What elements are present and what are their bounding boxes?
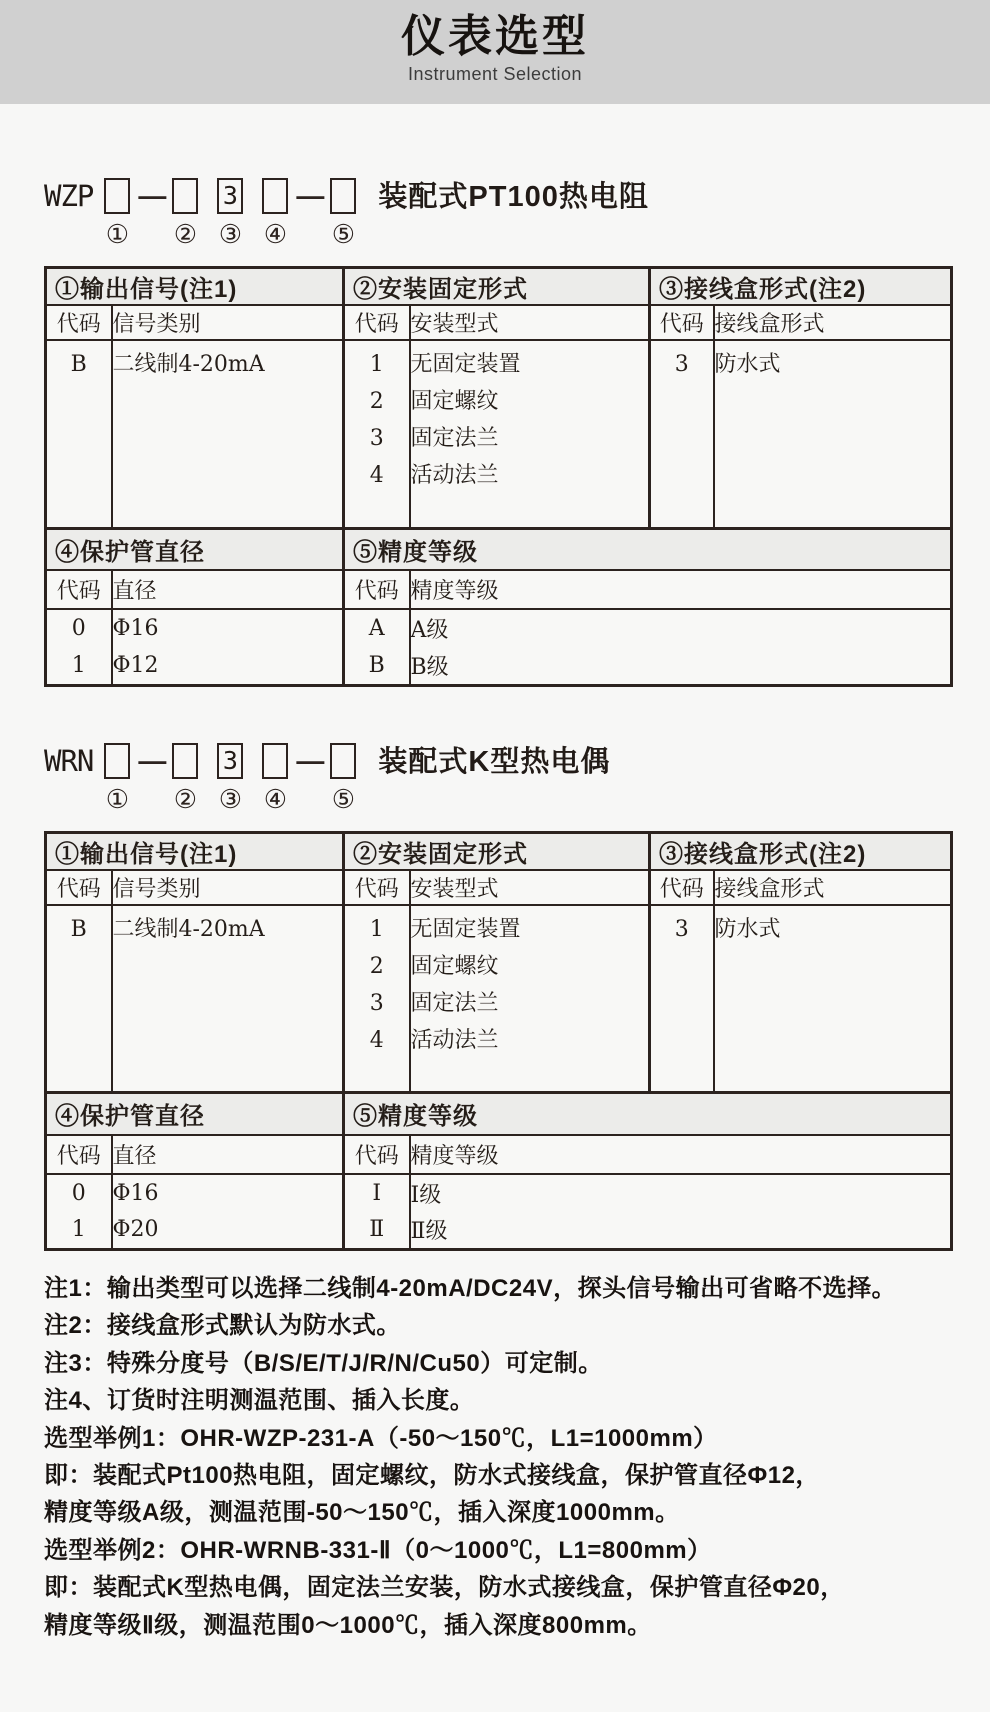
note-line-example2-detail2: 精度等级Ⅱ级，测温范围0～1000℃，插入深度800mm。 [44,1611,652,1639]
column-header-signal-type: 信号类别 [112,870,344,905]
diameter-value: Φ12 [112,647,344,685]
group-header-junction-box: ③接线盒形式(注2) [650,832,952,870]
group-header-tube-diameter: ④保护管直径 [46,528,344,570]
column-header-code: 代码 [46,570,112,609]
note-line-2: 注2：接线盒形式默认为防水式。 [44,1312,401,1340]
junction-value-cell: 防水式 [714,340,952,528]
circled-number-5: ⑤ [331,220,356,250]
wrn-selection-table [44,831,953,1252]
diameter-code: 1 [71,1217,86,1243]
mount-code: 2 [369,389,384,414]
accuracy-value: Ⅱ级 [410,1212,952,1250]
column-header-code: 代码 [46,1135,112,1174]
model-slot-5 [330,743,356,815]
model-prefix-wrn: WRN [44,743,94,778]
mount-value: 固定法兰 [410,426,499,451]
note-line-1: 注1：输出类型可以选择二线制4-20mA/DC24V，探头信号输出可省略不选择。 [44,1275,897,1302]
mount-values-cell [410,905,650,1093]
group-header-mounting: ②安装固定形式 [344,832,650,870]
column-header-junction-type: 接线盒形式 [714,305,952,340]
signal-code-cell: B [70,916,87,942]
diameter-value: Φ16 [112,609,344,647]
column-header-signal-type: 信号类别 [112,305,344,340]
code-box-3-fixed: 3 [217,743,243,779]
wzp-model-line [44,178,990,250]
code-box-4 [262,743,288,779]
junction-value-cell: 防水式 [714,905,952,1093]
model-description-wzp: 装配式PT100热电阻 [378,181,649,213]
group-header-tube-diameter: ④保护管直径 [46,1093,344,1135]
mount-code: 3 [369,426,384,451]
accuracy-code: B [344,647,410,685]
mount-code: 1 [369,916,384,942]
note-line-example2: 选型举例2：OHR-WRNB-331-Ⅱ（0～1000℃，L1=800mm） [44,1536,712,1564]
code-box-1 [104,178,130,214]
mount-codes-cell [344,905,410,1093]
dash-separator: — [296,180,323,211]
signal-value-cell: 二线制4-20mA [112,905,344,1093]
junction-code-cell: 3 [650,905,714,1093]
mount-value: 固定法兰 [410,990,499,1016]
note-line-example1: 选型举例1：OHR-WZP-231-A（-50～150℃，L1=1000mm） [44,1424,718,1452]
accuracy-value: A级 [410,609,952,647]
diameter-value: Φ16 [112,1174,344,1212]
mount-values-cell [410,340,650,528]
mount-code: 4 [369,463,384,488]
column-header-mount-type: 安装型式 [410,305,650,340]
accuracy-code: Ⅰ [344,1174,410,1212]
dash-separator: — [138,744,165,776]
group-header-output-signal: ①输出信号(注1) [46,832,344,870]
column-header-mount-type: 安装型式 [410,870,650,905]
mount-value: 无固定装置 [410,352,521,377]
column-header-code: 代码 [650,305,714,340]
wzp-selection-table [44,266,953,687]
circled-number-5: ⑤ [331,784,356,815]
circled-number-1: ① [105,220,130,250]
wrn-model-line [44,743,990,815]
diameter-code: 0 [71,616,86,641]
model-slot-1 [104,743,130,815]
group-header-junction-box: ③接线盒形式(注2) [650,268,952,306]
model-slot-1 [104,178,130,250]
code-box-2 [172,743,198,779]
diameter-value: Φ20 [112,1212,344,1250]
mount-value: 活动法兰 [410,1027,499,1053]
column-header-diameter: 直径 [112,570,344,609]
column-header-accuracy: 精度等级 [410,570,952,609]
column-header-code: 代码 [46,870,112,905]
mount-code: 4 [369,1027,384,1053]
dash-separator: — [296,744,323,776]
model-slot-5 [330,178,356,250]
model-prefix-wzp: WZP [44,179,94,213]
model-description-wrn: 装配式K型热电偶 [378,745,611,778]
note-line-example2-detail: 即：装配式K型热电偶，固定法兰安装，防水式接线盒，保护管直径Φ20， [44,1574,845,1602]
mount-value: 活动法兰 [410,463,499,488]
accuracy-value: B级 [410,647,952,685]
page-title: 仪表选型 [401,12,589,61]
signal-code-cell: B [70,352,87,377]
group-header-output-signal: ①输出信号(注1) [46,268,344,306]
circled-number-2: ② [173,220,198,250]
dash-separator: — [138,180,165,211]
model-slot-4 [262,743,288,815]
mount-code: 1 [369,352,384,377]
model-slot-4 [262,178,288,250]
accuracy-code: A [344,609,410,647]
column-header-diameter: 直径 [112,1135,344,1174]
circled-number-2: ② [173,784,198,815]
model-slot-3 [217,178,243,250]
mount-value: 无固定装置 [410,916,521,942]
code-box-5 [330,743,356,779]
circled-number-4: ④ [263,220,288,250]
title-banner [0,0,990,104]
code-box-1 [104,743,130,779]
mount-value: 固定螺纹 [410,389,499,414]
circled-number-4: ④ [263,784,288,815]
column-header-code: 代码 [650,870,714,905]
code-box-2 [172,178,198,214]
mount-codes-cell [344,340,410,528]
signal-value-cell: 二线制4-20mA [112,340,344,528]
page-subtitle: Instrument Selection [407,64,583,84]
diameter-code: 0 [71,1180,86,1206]
note-line-3: 注3：特殊分度号（B/S/E/T/J/R/N/Cu50）可定制。 [44,1349,603,1377]
note-line-example1-detail2: 精度等级A级，测温范围-50～150℃，插入深度1000mm。 [44,1499,680,1527]
mount-value: 固定螺纹 [410,953,499,979]
code-box-4 [262,178,288,214]
column-header-code: 代码 [344,870,410,905]
circled-number-1: ① [105,784,130,815]
notes-section [44,1270,990,1644]
column-header-junction-type: 接线盒形式 [714,870,952,905]
column-header-code: 代码 [344,570,410,609]
group-header-accuracy: ⑤精度等级 [344,528,952,570]
junction-code-cell: 3 [650,340,714,528]
diameter-code: 1 [71,652,86,678]
mount-code: 3 [369,990,384,1016]
column-header-code: 代码 [344,305,410,340]
accuracy-code: Ⅱ [344,1212,410,1250]
accuracy-value: Ⅰ级 [410,1174,952,1212]
group-header-mounting: ②安装固定形式 [344,268,650,306]
circled-number-3: ③ [218,220,243,250]
column-header-accuracy: 精度等级 [410,1135,952,1174]
column-header-code: 代码 [344,1135,410,1174]
column-header-code: 代码 [46,305,112,340]
model-slot-2 [172,743,198,815]
group-header-accuracy: ⑤精度等级 [344,1093,952,1135]
code-box-3-fixed: 3 [217,178,243,214]
code-box-5 [330,178,356,214]
note-line-4: 注4、订货时注明测温范围、插入长度。 [44,1387,475,1415]
mount-code: 2 [369,953,384,979]
model-slot-2 [172,178,198,250]
circled-number-3: ③ [218,784,243,815]
model-slot-3 [217,743,243,815]
note-line-example1-detail: 即：装配式Pt100热电阻，固定螺纹，防水式接线盒，保护管直径Φ12， [44,1462,820,1490]
